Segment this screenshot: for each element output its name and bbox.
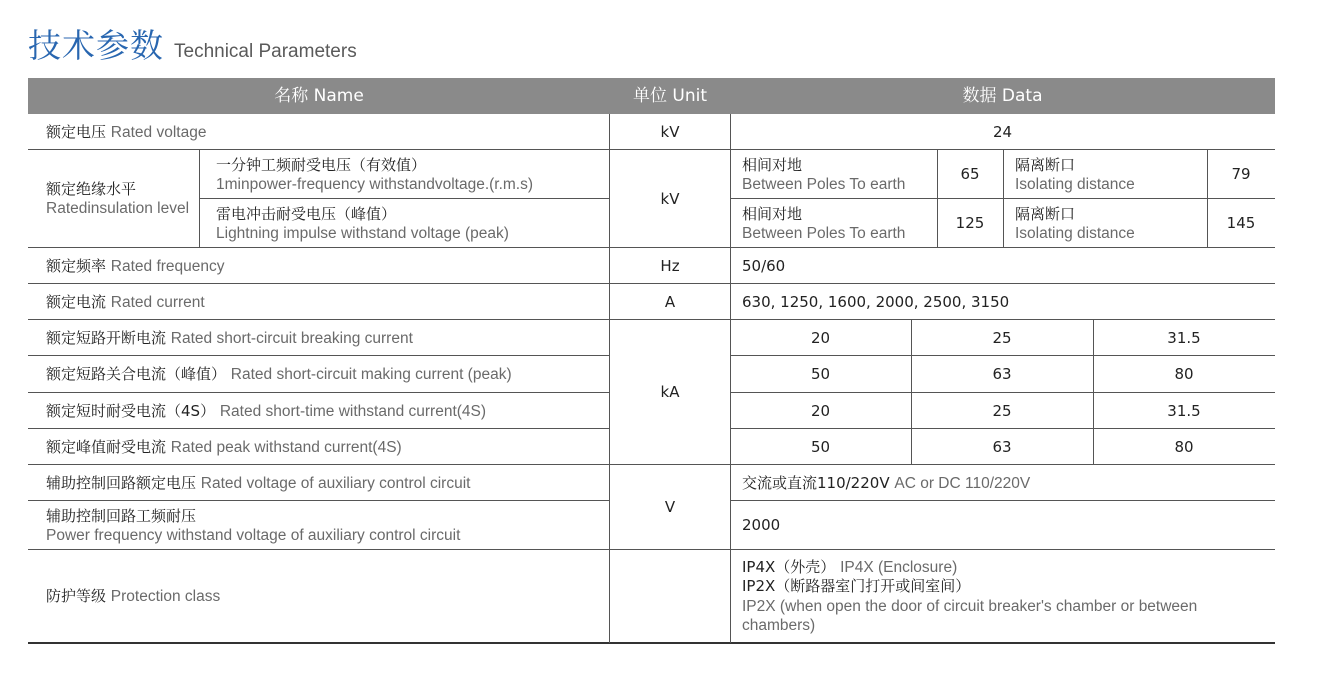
label-en: Rated short-circuit breaking current (170, 329, 413, 347)
header-name: 名称 Name (28, 78, 610, 114)
column-divider (1093, 320, 1094, 465)
label-en: Rated short-time withstand current(4S) (219, 402, 487, 420)
header-unit: 单位 Unit (610, 78, 730, 114)
row-divider (28, 428, 610, 429)
label-en: Power frequency withstand voltage of auxiliary control circuit (46, 526, 461, 544)
column-divider (609, 114, 610, 643)
row-divider (730, 392, 1275, 393)
table-row-label (28, 501, 610, 550)
unit-cell: V (664, 498, 676, 516)
label-zh: 雷电冲击耐受电压（峰值） (216, 204, 397, 223)
label-zh: 额定频率 (46, 256, 107, 275)
table-row-label (28, 550, 610, 643)
value-text: 50/60 (742, 256, 786, 275)
poles-to-earth-cell (730, 199, 937, 248)
row-divider (200, 198, 610, 199)
row-divider (730, 355, 1275, 356)
value-cell: 63 (992, 365, 1012, 383)
label-zh: 辅助控制回路工频耐压 (46, 506, 197, 525)
value-text: 630, 1250, 1600, 2000, 2500, 3150 (742, 292, 1010, 311)
title-chinese: 技术参数 (28, 26, 164, 65)
label-zh: 额定短路关合电流（峰值） (46, 365, 227, 383)
label-en: Rated frequency (110, 257, 225, 275)
value-cell: 79 (1231, 165, 1251, 183)
value-en: IP4X (Enclosure) (840, 558, 958, 576)
row-divider (28, 283, 1275, 284)
label-en: Rated peak withstand current(4S) (170, 438, 402, 456)
value-cell: 65 (960, 165, 980, 183)
table-bottom-border (28, 642, 1275, 644)
label-zh: 防护等级 (46, 587, 107, 605)
label-en: Rated current (110, 293, 205, 311)
unit-cell: Hz (660, 256, 680, 275)
poles-to-earth-cell (730, 150, 937, 199)
value-cell (730, 284, 1275, 320)
column-divider (1003, 150, 1004, 248)
value-cell (730, 248, 1275, 284)
lightning-impulse-label (200, 199, 610, 248)
label-zh: 隔离断口 (1015, 204, 1076, 223)
row-divider (28, 149, 1275, 150)
value-zh: IP2X（断路器室门打开或间室间） (742, 577, 971, 595)
value-cell: 63 (992, 437, 1012, 456)
column-divider (1207, 150, 1208, 248)
insulation-label (28, 150, 200, 248)
table-row-label (28, 114, 610, 150)
isolating-distance-cell (1003, 150, 1207, 199)
label-en: Between Poles To earth (742, 224, 906, 242)
unit-cell: kV (660, 189, 680, 208)
row-divider (28, 464, 1275, 465)
label-zh: 一分钟工频耐受电压（有效值） (216, 155, 427, 174)
isolating-distance-cell (1003, 199, 1207, 248)
value-en: AC or DC 110/220V (894, 474, 1031, 492)
label-zh: 额定短时耐受电流（4S） (46, 401, 216, 420)
row-divider (28, 319, 1275, 320)
label-zh: 额定电流 (46, 292, 107, 311)
label-en: Isolating distance (1015, 224, 1135, 242)
row-divider (28, 549, 1275, 550)
value-cell (730, 465, 1275, 501)
value-cell: 31.5 (1167, 328, 1201, 347)
value-cell (730, 550, 1275, 643)
label-zh: 隔离断口 (1015, 155, 1076, 174)
label-en: Ratedinsulation level (46, 200, 190, 217)
value-cell: 24 (992, 122, 1013, 141)
table-row-label (28, 320, 610, 356)
table-row-label (28, 356, 610, 393)
table-row-label (28, 248, 610, 284)
value-text: 2000 (742, 516, 781, 534)
label-zh: 辅助控制回路额定电压 (46, 473, 197, 492)
value-cell: 80 (1174, 437, 1194, 456)
label-en: Isolating distance (1015, 175, 1135, 193)
column-divider (911, 320, 912, 465)
value-en: IP2X (when open the door of circuit breaker's chamber or between chambers) (742, 597, 1198, 634)
label-zh: 相间对地 (742, 204, 803, 223)
table-row-label (28, 429, 610, 465)
label-zh: 额定短路开断电流 (46, 328, 167, 347)
header-data: 数据 Data (730, 78, 1275, 114)
value-cell: 31.5 (1167, 401, 1201, 420)
unit-cell: kV (660, 122, 680, 141)
value-cell (730, 501, 1275, 550)
label-en: Protection class (110, 588, 221, 605)
value-cell: 80 (1174, 365, 1194, 383)
unit-cell-empty (610, 550, 730, 643)
page-title (28, 20, 357, 64)
value-zh: IP4X（外壳） (742, 557, 836, 576)
label-en: Between Poles To earth (742, 175, 906, 193)
column-divider (199, 150, 200, 248)
label-en: Rated voltage of auxiliary control circuit (200, 474, 471, 492)
value-cell: 25 (992, 401, 1012, 420)
label-en: Rated voltage (110, 123, 207, 141)
value-zh: 交流或直流110/220V (742, 473, 890, 492)
table-row-label (28, 393, 610, 429)
value-cell: 50 (810, 365, 831, 383)
row-divider (28, 355, 610, 356)
value-cell: 50 (810, 437, 831, 456)
value-cell: 20 (810, 328, 831, 347)
row-divider (730, 500, 1275, 501)
label-zh: 额定电压 (46, 122, 107, 141)
value-cell: 20 (810, 401, 831, 420)
title-english: Technical Parameters (174, 41, 357, 62)
row-divider (28, 392, 610, 393)
column-divider (937, 150, 938, 248)
label-zh: 额定绝缘水平 (46, 180, 137, 198)
value-cell: 125 (955, 214, 985, 232)
unit-cell: A (664, 292, 676, 311)
row-divider (28, 247, 1275, 248)
value-cell: 25 (992, 328, 1012, 347)
table-row-label (28, 465, 610, 501)
label-en: 1minpower-frequency withstandvoltage.(r.m.s) (216, 175, 534, 193)
label-zh: 额定峰值耐受电流 (46, 437, 167, 456)
row-divider (28, 500, 610, 501)
table-row-label (28, 284, 610, 320)
row-divider (730, 428, 1275, 429)
label-en: Rated short-circuit making current (peak) (230, 366, 512, 383)
column-divider (730, 114, 731, 643)
label-en: Lightning impulse withstand voltage (peak) (216, 224, 509, 242)
label-zh: 相间对地 (742, 155, 803, 174)
value-cell: 145 (1226, 214, 1256, 232)
unit-cell: kA (660, 383, 680, 401)
power-frequency-label (200, 150, 610, 199)
